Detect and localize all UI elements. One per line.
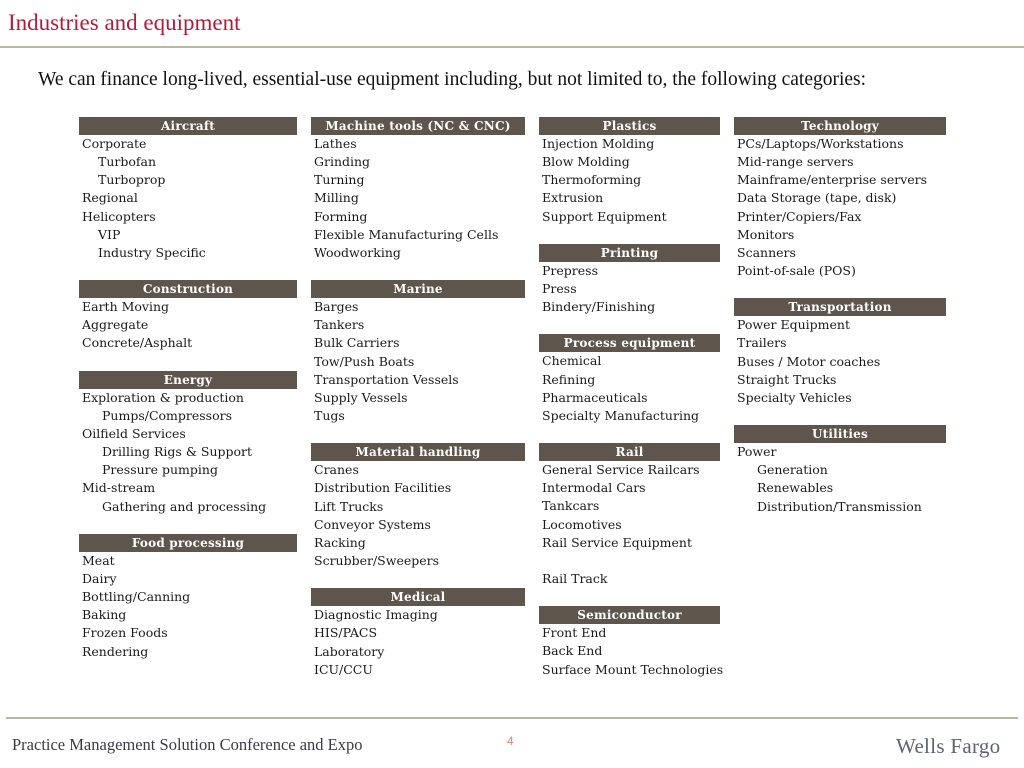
category-section: [734, 298, 946, 425]
category-item: Racking: [314, 534, 366, 550]
category-header: Energy: [79, 371, 297, 389]
category-item: Aggregate: [82, 317, 149, 333]
category-header: Process equipment: [539, 334, 720, 352]
category-item: Mainframe/enterprise servers: [737, 172, 928, 188]
category-section: [539, 334, 720, 443]
category-item: Thermoforming: [542, 172, 642, 188]
category-header: Material handling: [311, 443, 525, 461]
category-column-4: [734, 117, 946, 516]
category-section: [734, 425, 946, 516]
category-item: Frozen Foods: [82, 625, 168, 641]
category-item: Pressure pumping: [102, 462, 218, 478]
category-section: [734, 117, 946, 298]
category-item: General Service Railcars: [542, 462, 700, 478]
category-item: Conveyor Systems: [314, 516, 431, 532]
category-item: Rail Track: [542, 570, 608, 586]
category-header: Technology: [734, 117, 946, 135]
category-item: Turboprop: [98, 172, 166, 188]
category-item: Bottling/Canning: [82, 589, 191, 605]
category-item: Oilfield Services: [82, 425, 186, 441]
page-number: 4: [507, 734, 514, 748]
category-item: HIS/PACS: [314, 625, 378, 641]
category-item: Renewables: [757, 480, 834, 496]
category-item: Mid-range servers: [737, 154, 854, 170]
category-item: Cranes: [314, 462, 359, 478]
category-section: [311, 443, 525, 588]
spacer: [539, 226, 720, 244]
category-item: Back End: [542, 643, 603, 659]
category-section: [79, 371, 297, 534]
category-item: Earth Moving: [82, 299, 170, 315]
footer-divider: [6, 717, 1018, 719]
category-section: [79, 117, 297, 280]
category-item: Bulk Carriers: [314, 335, 400, 351]
category-item: Pumps/Compressors: [102, 407, 233, 423]
category-item: Scrubber/Sweepers: [314, 552, 440, 568]
category-item: PCs/Laptops/Workstations: [737, 136, 904, 151]
category-item: Turning: [314, 172, 365, 188]
category-header: Aircraft: [79, 117, 297, 135]
category-column-2: [311, 117, 525, 679]
category-section: [311, 280, 525, 443]
category-item: VIP: [98, 226, 121, 242]
category-item: Turbofan: [98, 154, 157, 170]
category-item: Rail Service Equipment: [542, 534, 692, 550]
category-item: Meat: [82, 552, 115, 568]
category-section: [539, 244, 720, 335]
category-item: Intermodal Cars: [542, 480, 646, 496]
spacer: [539, 588, 720, 606]
category-item: Locomotives: [542, 516, 622, 532]
spacer: [734, 407, 946, 425]
wells-fargo-logo: Wells Fargo: [896, 734, 1001, 758]
spacer: [539, 316, 720, 334]
category-item: Corporate: [82, 136, 147, 151]
spacer: [311, 262, 525, 280]
category-item: Barges: [314, 299, 359, 315]
category-item: Tankcars: [542, 498, 600, 514]
category-column-3: [539, 117, 724, 679]
category-item: Dairy: [82, 570, 117, 586]
category-item: Lift Trucks: [314, 498, 384, 514]
spacer: [539, 552, 720, 570]
category-item: Pharmaceuticals: [542, 389, 648, 405]
category-item: Refining: [542, 371, 596, 387]
category-item: Distribution/Transmission: [757, 498, 922, 514]
category-header: Transportation: [734, 298, 946, 316]
category-item: Tow/Push Boats: [314, 353, 415, 369]
category-header: Rail: [539, 443, 720, 461]
category-item: Prepress: [542, 262, 598, 278]
category-section: [79, 280, 297, 371]
category-item: Lathes: [314, 136, 357, 151]
category-item: Power: [737, 444, 777, 460]
category-item: Grinding: [314, 154, 371, 170]
category-item: Specialty Manufacturing: [542, 407, 700, 423]
category-item: Bindery/Finishing: [542, 299, 656, 315]
category-item: ICU/CCU: [314, 661, 373, 677]
spacer: [79, 262, 297, 280]
category-item: Tankers: [314, 317, 365, 333]
category-item: Press: [542, 280, 577, 296]
category-item: Laboratory: [314, 643, 385, 659]
category-item: Transportation Vessels: [314, 371, 459, 387]
category-item: Flexible Manufacturing Cells: [314, 226, 499, 242]
category-item: Industry Specific: [98, 244, 206, 260]
category-column-1: [79, 117, 297, 661]
spacer: [79, 516, 297, 534]
category-item: Printer/Copiers/Fax: [737, 208, 862, 224]
category-item: Extrusion: [542, 190, 604, 206]
category-item: Milling: [314, 190, 359, 206]
category-item: Support Equipment: [542, 208, 667, 224]
category-header: Plastics: [539, 117, 720, 135]
intro-text: We can finance long-lived, essential-use equipment including, but not limited to, the following categories:: [38, 69, 867, 90]
footer-conference-name: Practice Management Solution Conference and Expo: [12, 735, 363, 754]
category-item: Generation: [757, 462, 828, 478]
category-item: Distribution Facilities: [314, 480, 452, 496]
category-item: Buses / Motor coaches: [737, 353, 881, 369]
category-item: Regional: [82, 190, 138, 206]
title-divider: [0, 46, 1024, 48]
category-section: [311, 117, 525, 280]
category-item: Chemical: [542, 353, 602, 369]
category-section: [79, 534, 297, 661]
category-item: Front End: [542, 625, 607, 641]
category-item: Concrete/Asphalt: [82, 335, 193, 351]
category-item: Surface Mount Technologies: [542, 661, 724, 677]
category-item: Power Equipment: [737, 317, 850, 333]
category-item: Trailers: [737, 335, 787, 351]
category-item: Scanners: [737, 244, 796, 260]
category-header: Food processing: [79, 534, 297, 552]
category-item: Straight Trucks: [737, 371, 837, 387]
category-header: Medical: [311, 588, 525, 606]
category-item: Helicopters: [82, 208, 156, 224]
category-item: Woodworking: [314, 244, 401, 260]
category-header: Construction: [79, 280, 297, 298]
category-header: Semiconductor: [539, 606, 720, 624]
category-item: Rendering: [82, 643, 149, 659]
category-item: Baking: [82, 607, 127, 623]
category-item: Exploration & production: [82, 389, 244, 405]
category-item: Tugs: [314, 407, 345, 423]
category-header: Machine tools (NC & CNC): [311, 117, 525, 135]
category-item: Mid-stream: [82, 480, 156, 496]
category-item: Monitors: [737, 226, 795, 242]
spacer: [79, 353, 297, 371]
category-item: Data Storage (tape, disk): [737, 190, 897, 206]
category-item: Diagnostic Imaging: [314, 607, 438, 623]
category-header: Marine: [311, 280, 525, 298]
spacer: [311, 425, 525, 443]
category-item: Blow Molding: [542, 154, 630, 170]
page-title: Industries and equipment: [8, 10, 241, 35]
category-header: Utilities: [734, 425, 946, 443]
category-item: Gathering and processing: [102, 498, 267, 514]
category-section: [539, 443, 720, 606]
spacer: [539, 425, 720, 443]
category-header: Printing: [539, 244, 720, 262]
category-item: Injection Molding: [542, 136, 655, 151]
spacer: [311, 570, 525, 588]
category-section: [311, 588, 525, 679]
category-item: Supply Vessels: [314, 389, 408, 405]
category-section: [539, 606, 724, 678]
category-item: Point-of-sale (POS): [737, 262, 856, 278]
spacer: [734, 280, 946, 298]
category-section: [539, 117, 720, 244]
category-item: Drilling Rigs & Support: [102, 444, 253, 460]
category-item: Specialty Vehicles: [737, 389, 852, 405]
category-item: Forming: [314, 208, 368, 224]
